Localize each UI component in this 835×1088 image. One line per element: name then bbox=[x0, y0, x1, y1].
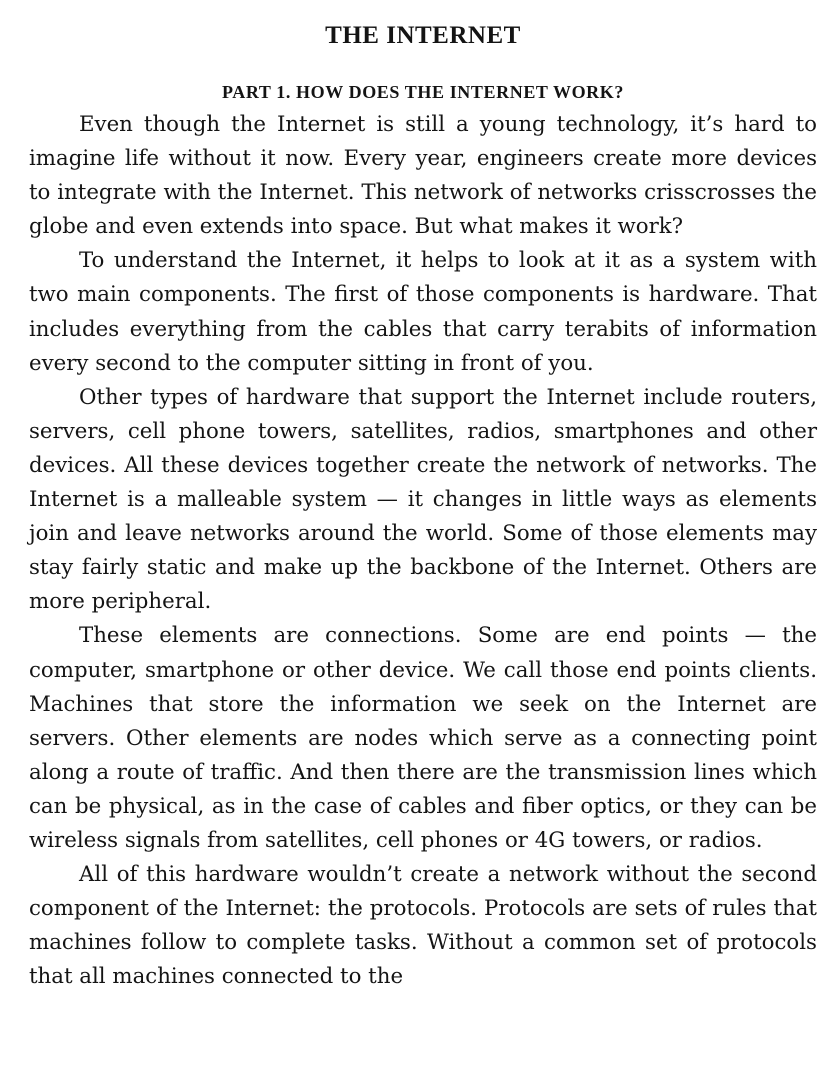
body-text bbox=[29, 108, 817, 994]
paragraph-4: These elements are connections. Some are end points — the computer, smartphone or other device. We call those end points clients. Machines that store the information we seek on the Internet are servers. Other elements are nodes which serve as a connecting point along a route of traffic. And then there are the transmission lines which can be physical, as in the case of cables and fiber optics, or they can be wireless signals from satellites, cell phones or 4G towers, or radios. bbox=[29, 623, 817, 853]
paragraph-2: To understand the Internet, it helps to look at it as a system with two main components. The first of those components is hardware. That includes everything from the cables that carry terabits of information every second to the computer sitting in front of you. bbox=[29, 248, 817, 376]
document-title: THE INTERNET bbox=[325, 22, 521, 49]
paragraph-1: Even though the Internet is still a young technology, it’s hard to imagine life without it now. Every year, engineers create more devices to integrate with the Internet. This network of networks crisscrosses the globe and even extends into space. But what makes it work? bbox=[29, 112, 817, 240]
paragraph-5: All of this hardware wouldn’t create a network without the second component of the Internet: the protocols. Protocols are sets of rules that machines follow to complete tasks. Without a common set of protocols that all machines connected to the bbox=[29, 862, 817, 990]
part-heading: PART 1. HOW DOES THE INTERNET WORK? bbox=[222, 82, 624, 102]
paragraph-3: Other types of hardware that support the Internet include routers, servers, cell phone towers, satellites, radios, smartphones and other devices. All these devices together create the network of networks. The Internet is a malleable system — it changes in little ways as elements join and leave networks around the world. Some of those elements may stay fairly static and make up the backbone of the Internet. Others are more peripheral. bbox=[29, 384, 817, 615]
